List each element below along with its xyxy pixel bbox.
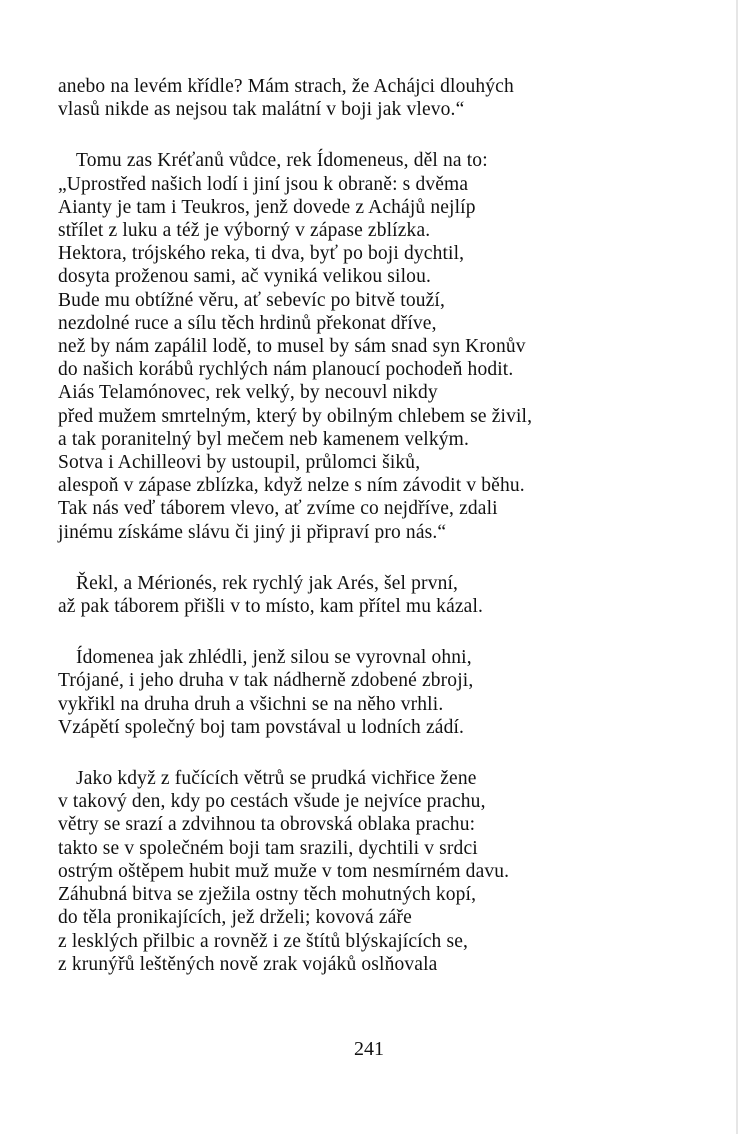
stanza-1 [58,75,718,121]
stanza-5 [58,767,718,976]
text-line: z lesklých přilbic a rovněž i ze štítů blýskajících se, [58,930,469,952]
text-line: do našich korábů rychlých nám planoucí pochodeň hodit. [58,359,514,381]
text-line: Trójané, i jeho druha v tak nádherně zdobené zbroji, [58,670,474,692]
text-line: až pak táborem přišli v to místo, kam přítel mu kázal. [58,596,484,618]
text-line: Hektora, trójského reka, ti dva, byť po boji dychtil, [58,243,465,265]
text-line: jinému získáme slávu či jiný ji připraví pro nás.“ [58,521,447,543]
text-line: nezdolné ruce a sílu těch hrdinů překonat dříve, [58,312,437,334]
stanza-2 [58,149,718,543]
text-line: větry se srazí a zdvihnou ta obrovská oblaka prachu: [58,814,476,836]
stanza-4 [58,646,718,739]
text-line: alespoň v zápase zblízka, když nelze s ním závodit v běhu. [58,475,525,497]
text-line: Řekl, a Mérionés, rek rychlý jak Arés, šel první, [76,572,459,594]
text-line: střílet z luku a též je výborný v zápase zblízka. [58,220,431,242]
text-line: Vzápětí společný boj tam povstával u lodních zádí. [58,716,465,738]
text-line: v takový den, kdy po cestách všude je nejvíce prachu, [58,791,486,813]
text-line: než by nám zapálil lodě, to musel by sám snad syn Kronův [58,336,526,358]
text-line: z krunýřů leštěných nově zrak vojáků oslňovala [58,953,438,975]
text-line: vykřikl na druha druh a všichni se na něho vrhli. [58,693,444,715]
text-line: Sotva i Achilleovi by ustoupil, průlomci šiků, [58,452,421,474]
text-line: anebo na levém křídle? Mám strach, že Achájci dlouhých [58,76,514,97]
text-line: Aianty je tam i Teukros, jenž dovede z Achájů nejlíp [58,196,476,218]
text-line: Aiás Telamónovec, rek velký, by necouvl nikdy [58,382,438,404]
text-line: Tak nás veď táborem vlevo, ať zvíme co nejdříve, zdali [58,498,498,520]
text-line: před mužem smrtelným, který by obilným chlebem se živil, [58,405,533,427]
text-line: takto se v společném boji tam srazili, dychtili v srdci [58,837,478,859]
text-line: Jako když z fučících větrů se prudká vichřice žene [76,768,477,790]
text-line: do těla pronikajících, jež drželi; kovová záře [58,907,412,929]
text-line: dosyta proženou sami, ač vyniká velikou silou. [58,266,431,288]
text-line: a tak poranitelný byl mečem neb kamenem velkým. [58,428,469,450]
poem-text [58,75,718,976]
stanza-3 [58,572,718,618]
text-line: vlasů nikde as nejsou tak malátní v boji jak vlevo.“ [58,99,465,121]
text-line: Ídomenea jak zhlédli, jenž silou se vyrovnal ohni, [76,647,472,669]
text-line: Bude mu obtížné věru, ať sebevíc po bitvě touží, [58,289,446,311]
text-line: „Uprostřed našich lodí i jiní jsou k obraně: s dvěma [58,173,469,195]
page-number: 241 [354,1038,384,1060]
text-line: Záhubná bitva se zježila ostny těch mohutných kopí, [58,884,477,906]
text-line: ostrým oštěpem hubit muž muže v tom nesmírném davu. [58,860,510,882]
text-line: Tomu zas Kréťanů vůdce, rek Ídomeneus, děl na to: [76,150,488,172]
